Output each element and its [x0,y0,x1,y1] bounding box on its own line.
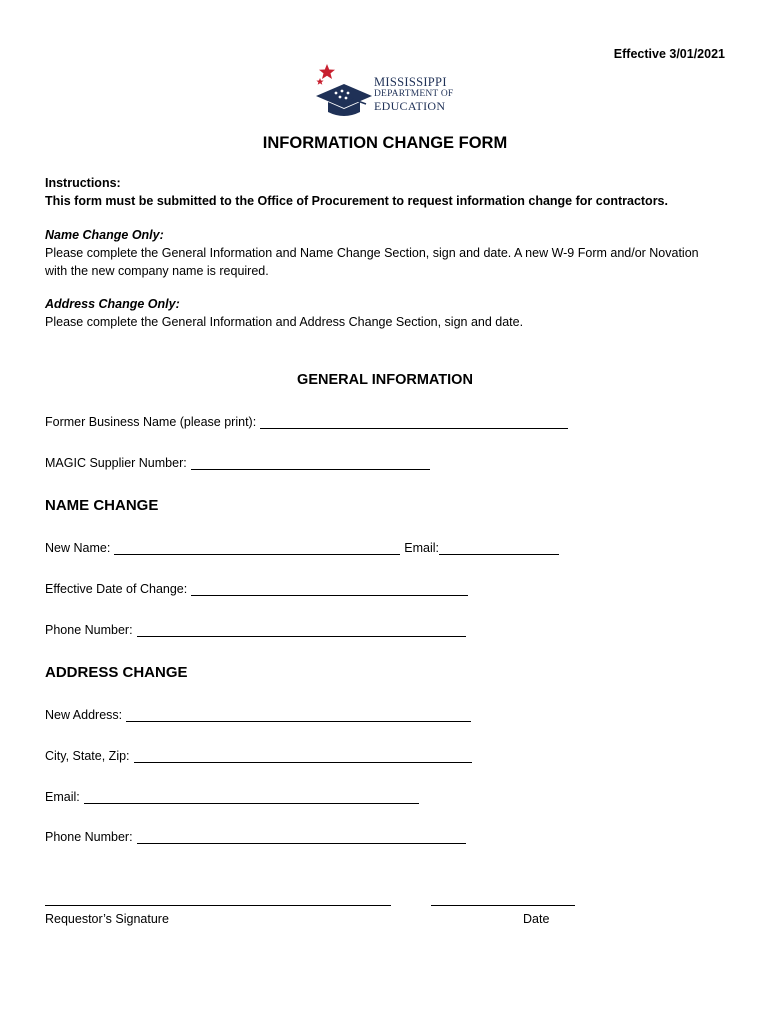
former-business-name-input-line[interactable] [260,416,568,429]
address-email-field[interactable] [45,790,419,804]
former-business-name-label: Former Business Name (please print): [45,415,257,429]
new-address-field[interactable] [45,708,471,722]
date-line[interactable] [431,905,575,906]
address-phone-input-line[interactable] [137,831,466,844]
city-state-zip-field[interactable] [45,749,472,763]
new-address-label: New Address: [45,708,123,722]
logo-line-1: MISSISSIPPI [374,75,447,89]
instructions-text: This form must be submitted to the Office of Procurement to request information change for contractors. [45,194,668,208]
email-label: Email: [404,541,440,555]
logo-line-2: DEPARTMENT OF [374,89,454,99]
new-address-input-line[interactable] [126,709,471,722]
name-change-phone-field[interactable] [45,623,466,637]
name-change-instructions-line-2: with the new company name is required. [45,264,269,278]
magic-supplier-number-input-line[interactable] [191,457,430,470]
new-name-input-line[interactable] [114,542,400,555]
instructions-label: Instructions: [45,176,121,190]
phone-number-label: Phone Number: [45,623,133,637]
address-email-input-line[interactable] [84,791,419,804]
graduation-cap-icon [314,62,374,120]
city-state-zip-input-line[interactable] [134,750,472,763]
phone-number-input-line[interactable] [137,624,466,637]
city-state-zip-label: City, State, Zip: [45,749,130,763]
address-phone-field[interactable] [45,830,466,844]
date-label: Date [523,912,550,926]
magic-supplier-number-field[interactable] [45,456,430,470]
effective-date-label: Effective 3/01/2021 [613,47,725,61]
former-business-name-field[interactable] [45,415,568,429]
page-title: INFORMATION CHANGE FORM [262,134,508,152]
address-change-only-label: Address Change Only: [45,297,180,311]
requestor-signature-label: Requestor’s Signature [45,912,169,926]
effective-date-field[interactable] [45,582,468,596]
address-change-heading: ADDRESS CHANGE [45,664,188,681]
signature-line[interactable] [45,905,391,906]
logo-line-3: EDUCATION [374,99,446,113]
name-change-instructions-line-1: Please complete the General Information and Name Change Section, sign and date. A new W-9 Form and/or Novation [45,246,699,260]
mde-logo [314,62,464,120]
new-name-label: New Name: [45,541,111,555]
effective-date-input-line[interactable] [191,583,468,596]
magic-supplier-number-label: MAGIC Supplier Number: [45,456,187,470]
general-information-heading: GENERAL INFORMATION [297,372,473,388]
name-change-only-label: Name Change Only: [45,228,164,242]
new-name-field[interactable] [45,541,559,555]
email-input-line[interactable] [439,542,559,555]
effective-date-of-change-label: Effective Date of Change: [45,582,188,596]
address-change-instructions: Please complete the General Information and Address Change Section, sign and date. [45,315,524,329]
address-phone-label: Phone Number: [45,830,133,844]
address-email-label: Email: [45,790,80,804]
logo-wordmark [374,76,453,112]
name-change-heading: NAME CHANGE [45,497,159,514]
